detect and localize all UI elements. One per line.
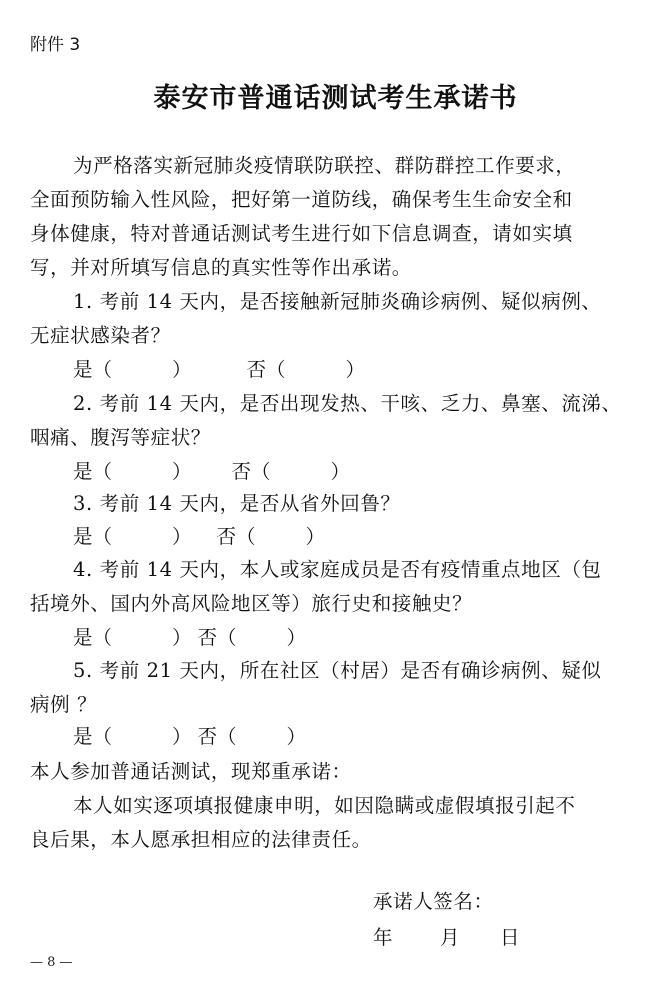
question-1-no-label: 否（ bbox=[246, 358, 286, 381]
question-1-line-2: 无症状感染者？ bbox=[30, 324, 171, 347]
pledge-lead: 本人参加普通话测试，现郑重承诺： bbox=[30, 760, 352, 783]
question-5-answer-row: 是（ ） 否（ ） bbox=[73, 721, 306, 749]
signature-field[interactable] bbox=[490, 886, 640, 912]
question-4-yes-label: 是（ bbox=[73, 626, 113, 649]
document-title: 泰安市普通话测试考生承诺书 bbox=[153, 83, 518, 114]
question-2-yes-label: 是（ bbox=[73, 460, 113, 483]
page-number: — 8 — bbox=[30, 955, 73, 970]
question-5-yes-label: 是（ bbox=[73, 725, 113, 748]
pledge-body-line-1: 本人如实逐项填报健康申明，如因隐瞒或虚假填报引起不 bbox=[73, 794, 576, 817]
question-1-yes-label: 是（ bbox=[73, 358, 113, 381]
question-4-answer-row: 是（ ） 否（ ） bbox=[73, 622, 306, 650]
question-4-line-1: 4. 考前 14 天内，本人或家庭成员是否有疫情重点地区（包 bbox=[73, 558, 602, 581]
question-3-answer-row: 是（ ） 否（ ） bbox=[73, 521, 325, 549]
question-2-answer-row: 是（ ） 否（ ） bbox=[73, 456, 350, 484]
intro-line-4: 写，并对所填写信息的真实性等作出承诺。 bbox=[30, 256, 412, 279]
date-day-label: 日 bbox=[500, 926, 521, 949]
question-3-yes-label: 是（ bbox=[73, 525, 113, 548]
date-month-label: 月 bbox=[440, 926, 461, 949]
question-2-line-1: 2. 考前 14 天内，是否出现发热、干咳、乏力、鼻塞、流涕、 bbox=[73, 392, 622, 415]
signature-label: 承诺人签名： bbox=[373, 890, 494, 913]
question-5-line-2: 病例 ？ bbox=[30, 693, 98, 716]
question-2-no-label: 否（ bbox=[231, 460, 271, 483]
question-4-line-2: 括境外、国内外高风险地区等）旅行史和接触史？ bbox=[30, 592, 473, 615]
question-5-line-1: 5. 考前 21 天内，所在社区（村居）是否有确诊病例、疑似 bbox=[73, 659, 602, 682]
intro-line-2: 全面预防输入性风险，把好第一道防线，确保考生生命安全和 bbox=[30, 188, 573, 211]
pledge-body-line-2: 良后果，本人愿承担相应的法律责任。 bbox=[30, 828, 372, 851]
question-1-line-1: 1. 考前 14 天内，是否接触新冠肺炎确诊病例、疑似病例、 bbox=[73, 290, 602, 313]
question-2-line-2: 咽痛、腹泻等症状？ bbox=[30, 426, 211, 449]
date-year-label: 年 bbox=[373, 926, 394, 949]
question-4-no-label: 否（ bbox=[197, 626, 237, 649]
attachment-label: 附件 3 bbox=[30, 35, 81, 55]
question-3-line-1: 3. 考前 14 天内，是否从省外回鲁？ bbox=[73, 492, 401, 515]
question-3-no-label: 否（ bbox=[216, 525, 256, 548]
intro-line-3: 身体健康，特对普通话测试考生进行如下信息调查，请如实填 bbox=[30, 222, 573, 245]
question-5-no-label: 否（ bbox=[197, 725, 237, 748]
question-1-answer-row: 是（ ） 否（ ） bbox=[73, 354, 365, 382]
intro-line-1: 为严格落实新冠肺炎疫情联防联控、群防群控工作要求， bbox=[73, 154, 576, 177]
